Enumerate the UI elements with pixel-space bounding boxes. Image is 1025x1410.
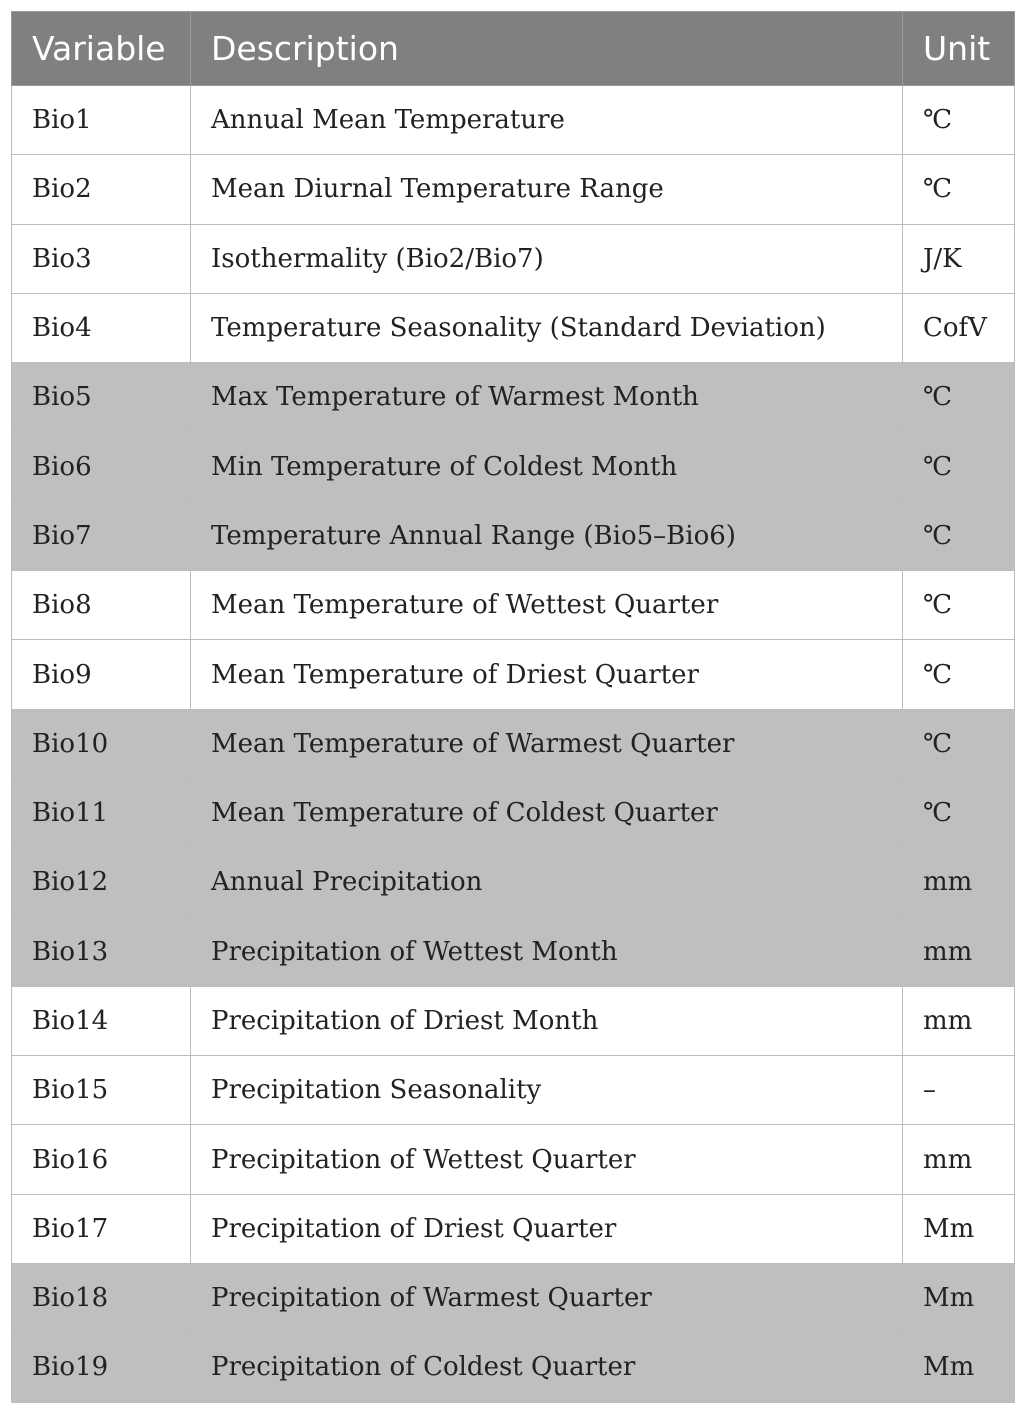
table-row xyxy=(12,224,1015,293)
cell-description: Precipitation of Wettest Quarter xyxy=(191,1125,903,1194)
cell-variable: Bio2 xyxy=(12,155,191,224)
cell-variable: Bio7 xyxy=(12,501,191,570)
cell-unit: – xyxy=(903,1056,1015,1125)
cell-variable: Bio18 xyxy=(12,1264,191,1333)
cell-description: Mean Temperature of Wettest Quarter xyxy=(191,571,903,640)
cell-description: Precipitation of Driest Month xyxy=(191,986,903,1055)
cell-variable: Bio1 xyxy=(12,86,191,155)
table-row xyxy=(12,640,1015,709)
table-row xyxy=(12,848,1015,917)
cell-unit: ℃ xyxy=(903,86,1015,155)
cell-variable: Bio10 xyxy=(12,709,191,778)
bioclim-variables-table xyxy=(11,11,1015,1403)
table-header xyxy=(12,12,1015,86)
cell-description: Max Temperature of Warmest Month xyxy=(191,363,903,432)
cell-description: Annual Mean Temperature xyxy=(191,86,903,155)
table-row xyxy=(12,363,1015,432)
cell-unit: ℃ xyxy=(903,432,1015,501)
table-row xyxy=(12,986,1015,1055)
table-row xyxy=(12,709,1015,778)
cell-description: Mean Temperature of Coldest Quarter xyxy=(191,778,903,847)
cell-variable: Bio17 xyxy=(12,1194,191,1263)
cell-description: Temperature Seasonality (Standard Deviation) xyxy=(191,293,903,362)
cell-variable: Bio15 xyxy=(12,1056,191,1125)
cell-unit: ℃ xyxy=(903,640,1015,709)
cell-description: Precipitation Seasonality xyxy=(191,1056,903,1125)
header-variable: Variable xyxy=(12,12,191,86)
table-row xyxy=(12,1264,1015,1333)
cell-unit: mm xyxy=(903,986,1015,1055)
table-row xyxy=(12,86,1015,155)
table-row xyxy=(12,432,1015,501)
cell-unit: Mm xyxy=(903,1264,1015,1333)
cell-variable: Bio8 xyxy=(12,571,191,640)
cell-description: Precipitation of Wettest Month xyxy=(191,917,903,986)
cell-unit: Mm xyxy=(903,1194,1015,1263)
header-description: Description xyxy=(191,12,903,86)
cell-variable: Bio12 xyxy=(12,848,191,917)
cell-variable: Bio4 xyxy=(12,293,191,362)
table-row xyxy=(12,293,1015,362)
cell-unit: ℃ xyxy=(903,709,1015,778)
cell-description: Temperature Annual Range (Bio5–Bio6) xyxy=(191,501,903,570)
table-body xyxy=(12,86,1015,1403)
cell-unit: ℃ xyxy=(903,571,1015,640)
cell-unit: ℃ xyxy=(903,155,1015,224)
cell-variable: Bio9 xyxy=(12,640,191,709)
cell-variable: Bio6 xyxy=(12,432,191,501)
cell-variable: Bio16 xyxy=(12,1125,191,1194)
cell-description: Min Temperature of Coldest Month xyxy=(191,432,903,501)
cell-variable: Bio13 xyxy=(12,917,191,986)
cell-variable: Bio14 xyxy=(12,986,191,1055)
cell-description: Mean Temperature of Warmest Quarter xyxy=(191,709,903,778)
cell-variable: Bio11 xyxy=(12,778,191,847)
cell-unit: J/K xyxy=(903,224,1015,293)
table-row xyxy=(12,155,1015,224)
cell-description: Mean Diurnal Temperature Range xyxy=(191,155,903,224)
table-row xyxy=(12,501,1015,570)
table-row xyxy=(12,571,1015,640)
cell-variable: Bio19 xyxy=(12,1333,191,1402)
cell-unit: ℃ xyxy=(903,778,1015,847)
cell-description: Precipitation of Driest Quarter xyxy=(191,1194,903,1263)
cell-unit: ℃ xyxy=(903,363,1015,432)
cell-description: Precipitation of Coldest Quarter xyxy=(191,1333,903,1402)
cell-description: Precipitation of Warmest Quarter xyxy=(191,1264,903,1333)
bioclim-variables-table-container xyxy=(11,11,1014,1403)
cell-variable: Bio3 xyxy=(12,224,191,293)
cell-unit: Mm xyxy=(903,1333,1015,1402)
header-row xyxy=(12,12,1015,86)
cell-variable: Bio5 xyxy=(12,363,191,432)
cell-unit: mm xyxy=(903,1125,1015,1194)
cell-description: Annual Precipitation xyxy=(191,848,903,917)
table-row xyxy=(12,1056,1015,1125)
cell-unit: ℃ xyxy=(903,501,1015,570)
table-row xyxy=(12,1333,1015,1402)
cell-unit: mm xyxy=(903,848,1015,917)
table-row xyxy=(12,1125,1015,1194)
cell-unit: mm xyxy=(903,917,1015,986)
cell-description: Mean Temperature of Driest Quarter xyxy=(191,640,903,709)
header-unit: Unit xyxy=(903,12,1015,86)
cell-unit: CofV xyxy=(903,293,1015,362)
table-row xyxy=(12,778,1015,847)
table-row xyxy=(12,1194,1015,1263)
cell-description: Isothermality (Bio2/Bio7) xyxy=(191,224,903,293)
table-row xyxy=(12,917,1015,986)
